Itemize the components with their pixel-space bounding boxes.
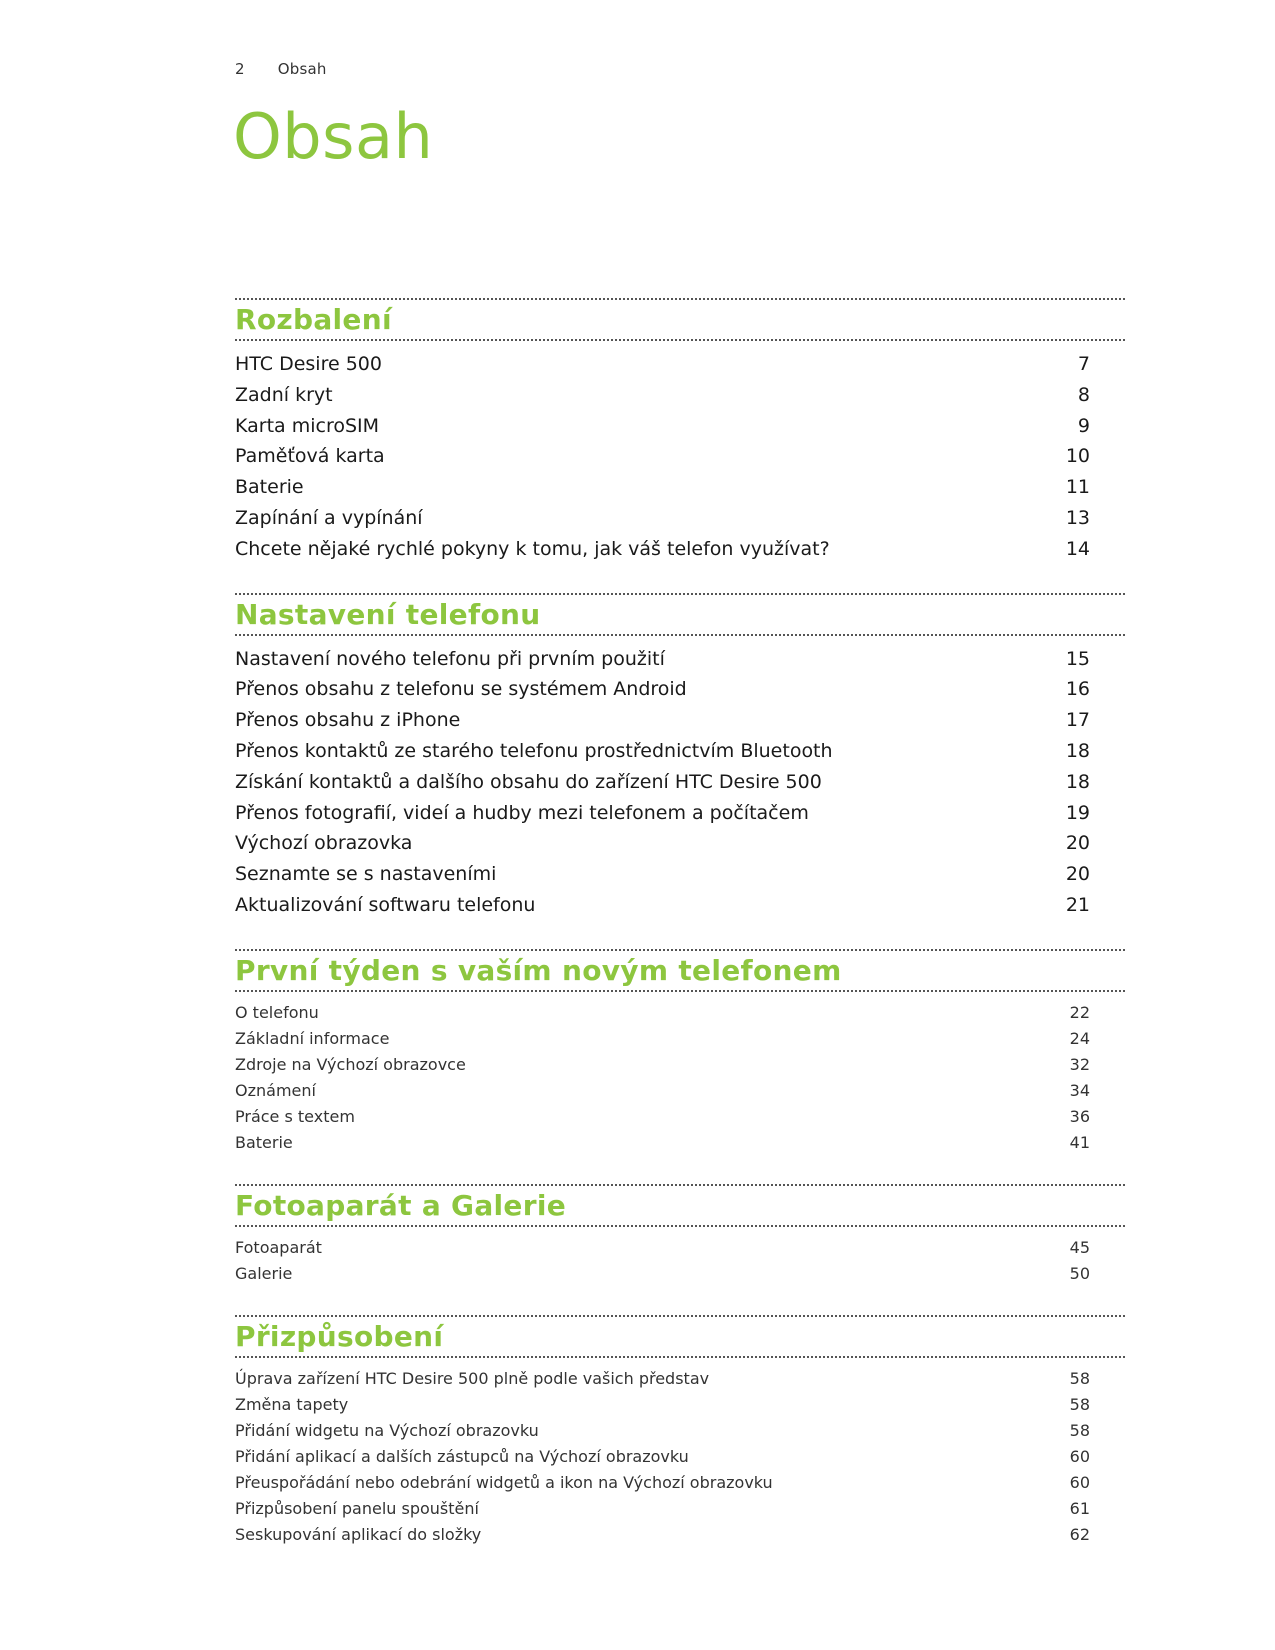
toc-entry[interactable] <box>235 349 1090 380</box>
toc-entry-label: Přenos obsahu z iPhone <box>235 709 461 732</box>
toc-entry-label: Přidání widgetu na Výchozí obrazovku <box>235 1420 539 1440</box>
toc-entry[interactable] <box>235 380 1090 411</box>
toc-entry-page: 11 <box>1065 476 1090 499</box>
toc-entry-label: Baterie <box>235 1132 293 1152</box>
toc-entry[interactable] <box>235 441 1090 472</box>
toc-entry-label: Nastavení nového telefonu při prvním použití <box>235 647 665 670</box>
toc-entry[interactable] <box>235 736 1090 767</box>
toc-entry-page: 20 <box>1065 832 1090 855</box>
toc-entry-page: 20 <box>1065 863 1090 886</box>
toc-entry-label: Přenos kontaktů ze starého telefonu prostřednictvím Bluetooth <box>235 739 833 762</box>
toc-entry-label: Zdroje na Výchozí obrazovce <box>235 1054 466 1074</box>
toc-entry[interactable] <box>235 1496 1090 1522</box>
toc-entry-label: Galerie <box>235 1263 293 1283</box>
toc-entry[interactable] <box>235 1522 1090 1548</box>
toc-entry-label: Fotoaparát <box>235 1237 322 1257</box>
toc-entry-page: 34 <box>1069 1080 1090 1100</box>
toc-entry-page: 15 <box>1065 647 1090 670</box>
toc-entry-page: 60 <box>1069 1446 1090 1466</box>
toc-entry-page: 58 <box>1069 1420 1090 1440</box>
toc-entry-page: 24 <box>1069 1028 1090 1048</box>
running-title: Obsah <box>277 60 327 78</box>
toc-entry[interactable] <box>235 503 1090 534</box>
toc-entry[interactable] <box>235 1470 1090 1496</box>
toc-entry[interactable] <box>235 1392 1090 1418</box>
toc-entry-page: 7 <box>1077 353 1090 375</box>
toc-entry-label: Přidání aplikací a dalších zástupců na Výchozí obrazovku <box>235 1446 689 1466</box>
toc-entry-page: 13 <box>1065 506 1090 529</box>
toc-entry-page: 19 <box>1065 801 1090 824</box>
toc-entry[interactable] <box>235 890 1090 921</box>
toc-entry[interactable] <box>235 1444 1090 1470</box>
toc-entry-page: 36 <box>1069 1106 1090 1126</box>
running-header <box>235 60 327 78</box>
page-number: 2 <box>235 60 245 78</box>
toc-entry-page: 17 <box>1065 709 1090 732</box>
toc-entry[interactable] <box>235 828 1090 859</box>
toc-entry[interactable] <box>235 1000 1090 1026</box>
toc-entry-page: 10 <box>1065 445 1090 468</box>
toc-entry[interactable] <box>235 1052 1090 1078</box>
toc-entry-page: 9 <box>1077 414 1090 437</box>
toc-entry[interactable] <box>235 1104 1090 1130</box>
toc-entry[interactable] <box>235 705 1090 736</box>
toc-entry-label: Seznamte se s nastaveními <box>235 863 497 886</box>
toc-section-nastaveni-telefonu <box>235 593 1125 921</box>
toc-entry-label: Paměťová karta <box>235 445 385 468</box>
toc-entry-label: Výchozí obrazovka <box>235 832 413 855</box>
toc-entry[interactable] <box>235 859 1090 890</box>
toc-entry[interactable] <box>235 767 1090 798</box>
section-header <box>235 298 1125 341</box>
toc-entry-label: Změna tapety <box>235 1394 349 1414</box>
section-title[interactable]: První týden s vaším novým telefonem <box>235 953 842 987</box>
toc-entry-label: Základní informace <box>235 1028 390 1048</box>
toc-entry-page: 18 <box>1065 739 1090 762</box>
toc-entry[interactable] <box>235 1366 1090 1392</box>
toc-entry-label: Seskupování aplikací do složky <box>235 1524 482 1544</box>
toc-section-fotoaparat-a-galerie <box>235 1184 1125 1287</box>
toc-entry-label: Přeuspořádání nebo odebrání widgetů a ikon na Výchozí obrazovku <box>235 1472 773 1492</box>
toc-entry-label: Zadní kryt <box>235 383 333 406</box>
toc-section-prizpusobeni <box>235 1315 1125 1548</box>
toc-entry-page: 61 <box>1069 1498 1090 1518</box>
section-header <box>235 593 1125 636</box>
section-header <box>235 1315 1125 1358</box>
toc-entry-label: Přenos obsahu z telefonu se systémem Android <box>235 678 687 701</box>
toc-entry[interactable] <box>235 644 1090 675</box>
toc-entry-page: 50 <box>1069 1263 1090 1283</box>
section-title[interactable]: Rozbalení <box>235 303 392 336</box>
toc-entry-label: Zapínání a vypínání <box>235 506 423 529</box>
toc-entry[interactable] <box>235 1078 1090 1104</box>
toc-entry[interactable] <box>235 674 1090 705</box>
toc-entry-label: Baterie <box>235 476 304 499</box>
toc-entry-page: 14 <box>1065 537 1090 560</box>
section-title[interactable]: Fotoaparát a Galerie <box>235 1188 567 1222</box>
toc-entry-label: Získání kontaktů a dalšího obsahu do zařízení HTC Desire 500 <box>235 770 822 793</box>
toc-entry[interactable] <box>235 1418 1090 1444</box>
section-title[interactable]: Nastavení telefonu <box>235 597 541 631</box>
toc-entry-label: HTC Desire 500 <box>235 353 382 375</box>
toc-entry-label: Karta microSIM <box>235 414 380 437</box>
toc-section-rozbaleni <box>235 298 1125 565</box>
section-title[interactable]: Přizpůsobení <box>235 1319 444 1353</box>
toc-entry-page: 60 <box>1069 1472 1090 1492</box>
page-title: Obsah <box>233 100 434 173</box>
toc-entry-page: 21 <box>1065 893 1090 916</box>
section-header <box>235 949 1125 992</box>
toc-entry-label: Práce s textem <box>235 1106 355 1126</box>
toc-entry[interactable] <box>235 411 1090 442</box>
toc-entry[interactable] <box>235 472 1090 503</box>
toc-entry-label: Chcete nějaké rychlé pokyny k tomu, jak váš telefon využívat? <box>235 537 830 560</box>
toc-entry-page: 62 <box>1069 1524 1090 1544</box>
toc-entry[interactable] <box>235 798 1090 829</box>
toc-entry[interactable] <box>235 1130 1090 1156</box>
toc-entry-label: Úprava zařízení HTC Desire 500 plně podle vašich představ <box>235 1368 710 1388</box>
toc-entry-page: 45 <box>1069 1237 1090 1257</box>
toc-entry-label: Přenos fotografií, videí a hudby mezi telefonem a počítačem <box>235 801 809 824</box>
toc-entry-page: 58 <box>1069 1394 1090 1414</box>
toc-entry-label: Přizpůsobení panelu spouštění <box>235 1498 479 1518</box>
toc-entry-page: 32 <box>1069 1054 1090 1074</box>
toc-entry-page: 22 <box>1069 1002 1090 1022</box>
toc-entry[interactable] <box>235 1261 1090 1287</box>
toc-section-prvni-tyden <box>235 949 1125 1156</box>
toc-entry-page: 58 <box>1069 1368 1090 1388</box>
toc-entry-label: O telefonu <box>235 1002 319 1022</box>
toc-entry[interactable] <box>235 1235 1090 1261</box>
table-of-contents <box>235 298 1125 1576</box>
toc-entry-page: 8 <box>1077 383 1090 406</box>
toc-entry-page: 18 <box>1065 770 1090 793</box>
toc-entry[interactable] <box>235 1026 1090 1052</box>
toc-entry-page: 16 <box>1065 678 1090 701</box>
section-header <box>235 1184 1125 1227</box>
toc-entry-label: Aktualizování softwaru telefonu <box>235 893 536 916</box>
toc-entry[interactable] <box>235 534 1090 565</box>
toc-entry-label: Oznámení <box>235 1080 316 1100</box>
toc-entry-page: 41 <box>1069 1132 1090 1152</box>
